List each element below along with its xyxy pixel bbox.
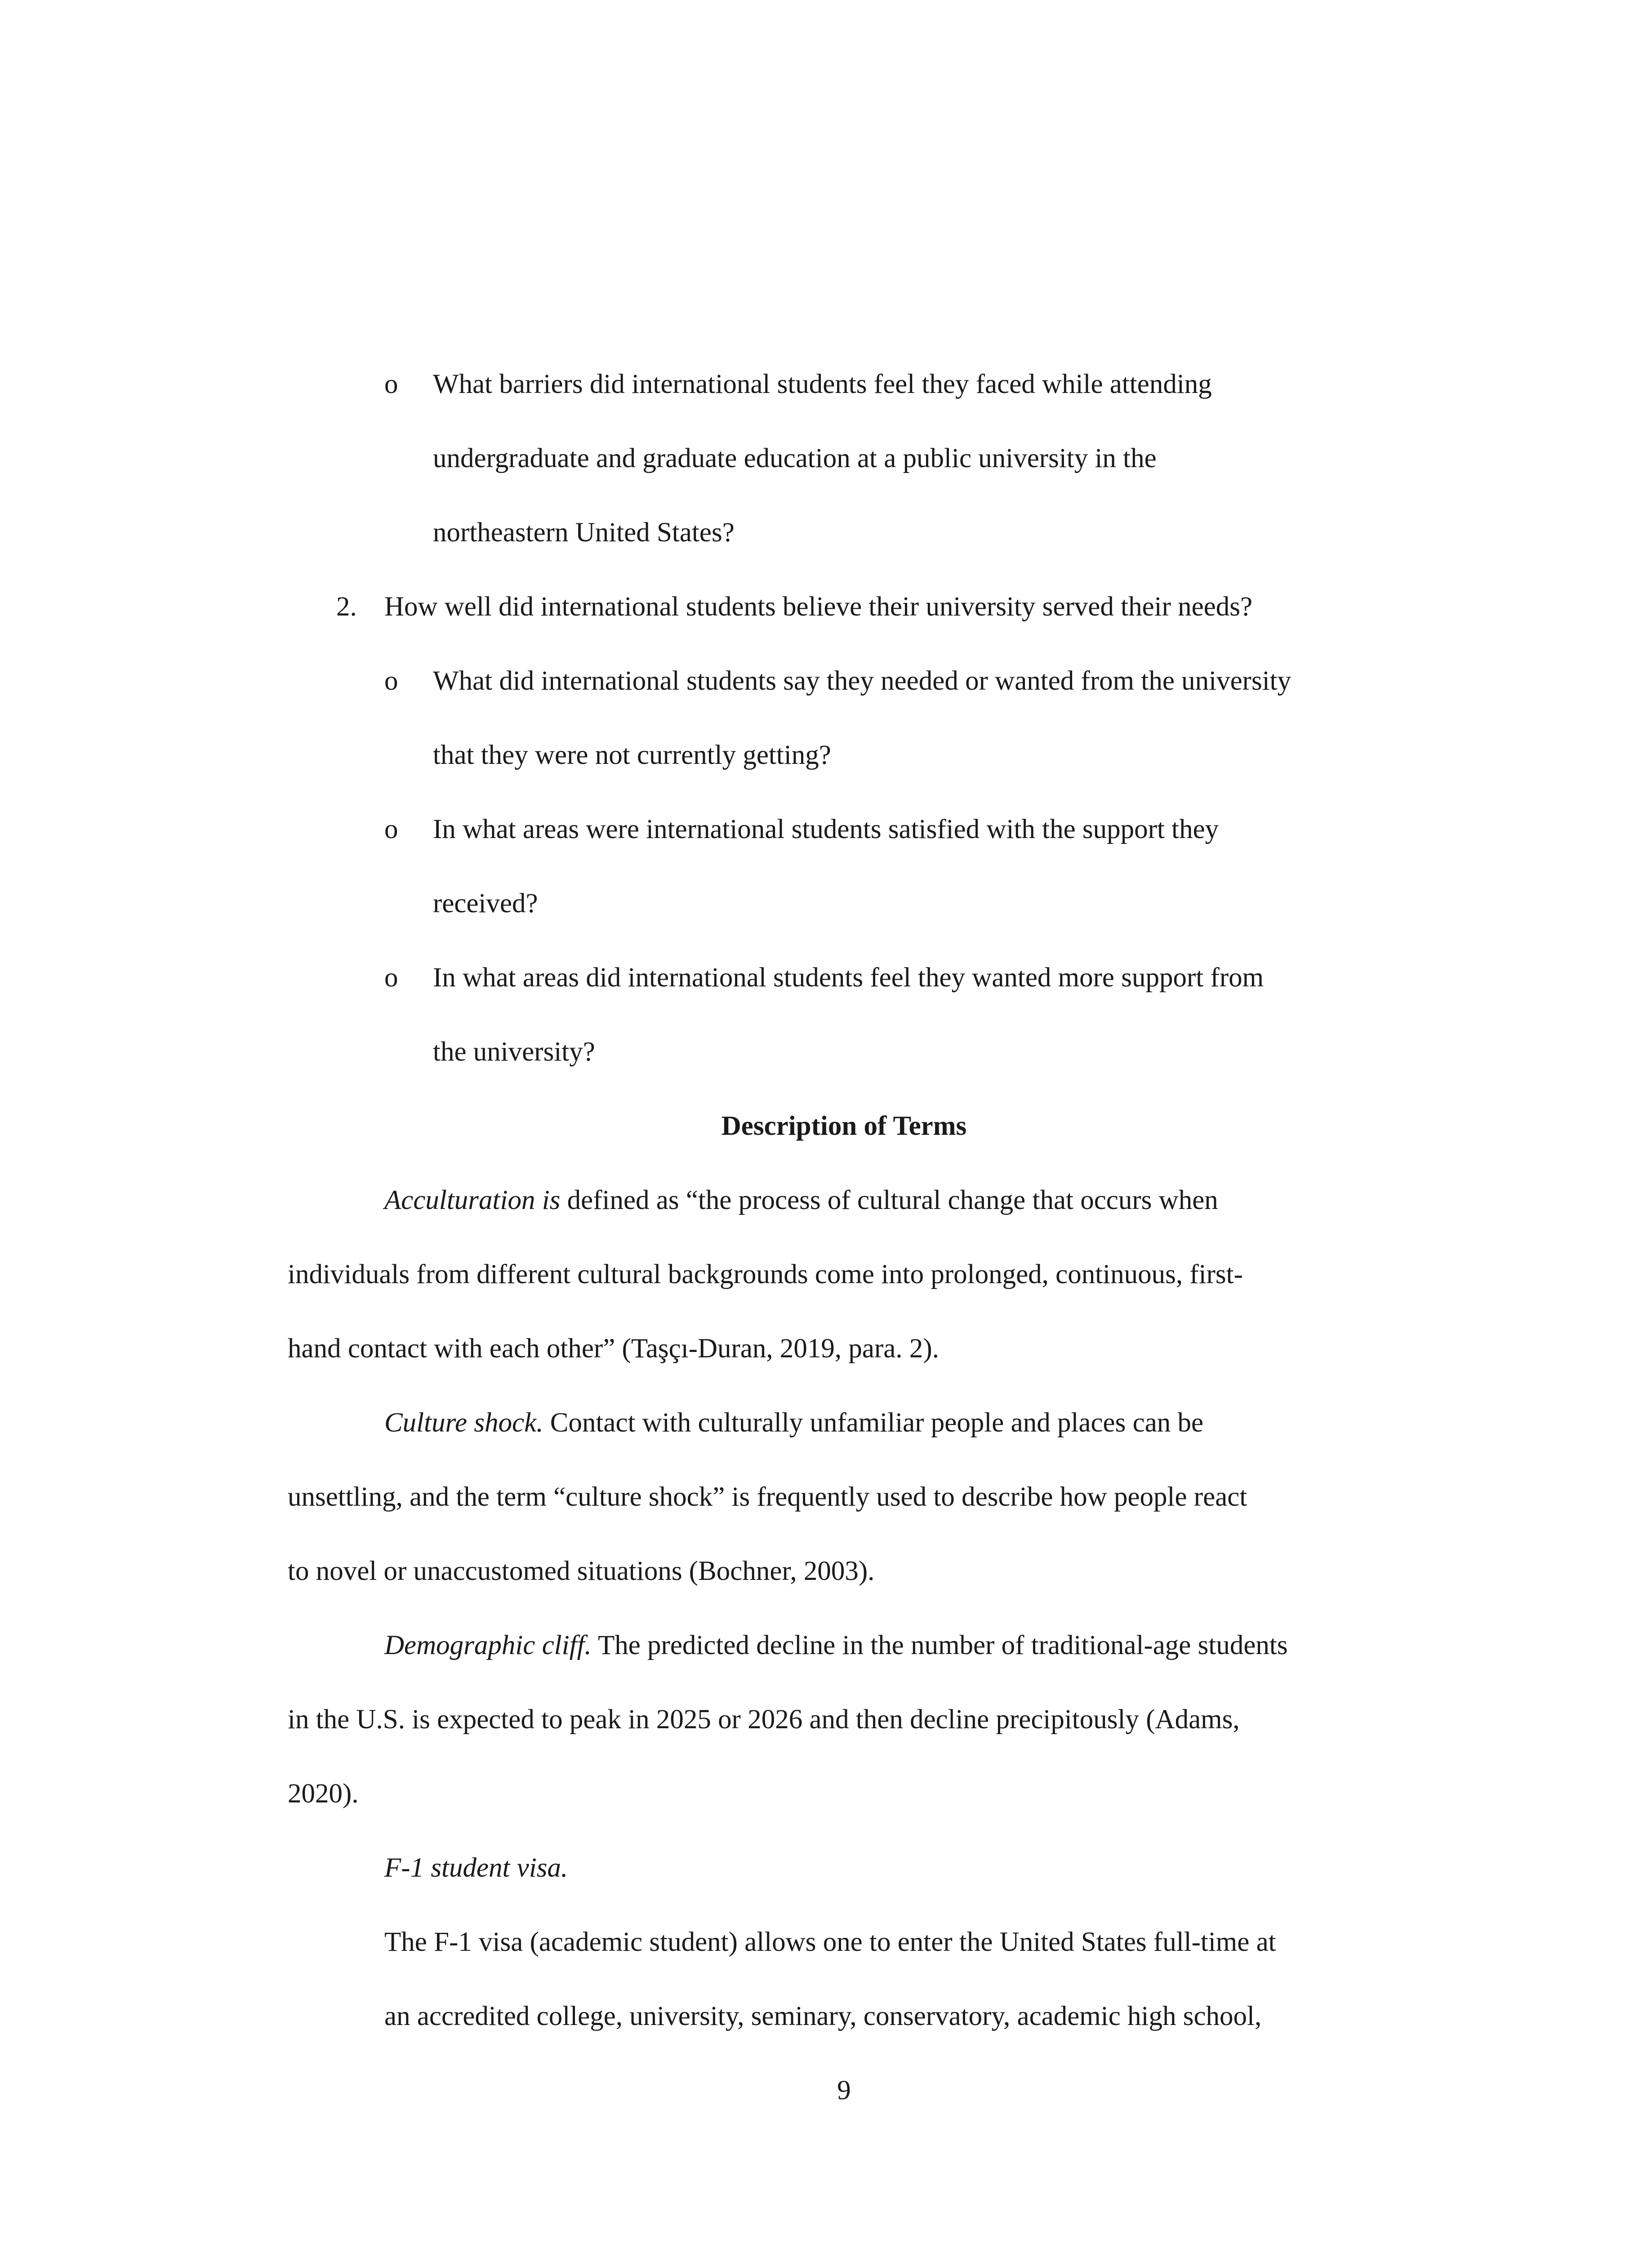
list-item-text: What barriers did international students feel they faced while attending bbox=[433, 369, 1212, 399]
research-question: How well did international students believe their university served their needs? bbox=[384, 592, 1253, 622]
list-item-text: that they were not currently getting? bbox=[433, 740, 831, 770]
term-name: Demographic cliff. bbox=[384, 1630, 592, 1660]
term-definition: The predicted decline in the number of traditional-age students bbox=[591, 1630, 1288, 1660]
term-name: F-1 student visa. bbox=[384, 1853, 568, 1883]
section-heading: Description of Terms bbox=[721, 1111, 967, 1141]
term-paragraph bbox=[384, 1405, 1203, 1441]
list-item-text: What did international students say they needed or wanted from the university bbox=[433, 666, 1291, 696]
term-definition-line: in the U.S. is expected to peak in 2025 or 2026 and then decline precipitously (Adams, bbox=[288, 1704, 1240, 1735]
term-definition-line: individuals from different cultural backgrounds come into prolonged, continuous, first- bbox=[288, 1259, 1243, 1289]
list-bullet: o bbox=[384, 666, 398, 696]
list-bullet: o bbox=[384, 963, 398, 993]
list-number: 2. bbox=[336, 592, 357, 622]
list-item-text: the university? bbox=[433, 1037, 595, 1067]
list-item-text: In what areas did international students feel they wanted more support from bbox=[433, 963, 1264, 993]
term-definition-line: 2020). bbox=[288, 1779, 359, 1809]
list-item-text: undergraduate and graduate education at a public university in the bbox=[433, 443, 1157, 473]
term-name: Acculturation is bbox=[384, 1185, 561, 1215]
term-definition-line: an accredited college, university, seminary, conservatory, academic high school, bbox=[384, 2001, 1262, 2031]
term-definition-line: The F-1 visa (academic student) allows one to enter the United States full-time at bbox=[384, 1927, 1276, 1957]
term-definition: Contact with culturally unfamiliar people and places can be bbox=[543, 1408, 1204, 1438]
term-paragraph bbox=[384, 1182, 1218, 1218]
term-definition-line: unsettling, and the term “culture shock” is frequently used to describe how people react bbox=[288, 1482, 1247, 1512]
list-bullet: o bbox=[384, 369, 398, 399]
list-item-text: northeastern United States? bbox=[433, 517, 735, 548]
term-definition: defined as “the process of cultural change that occurs when bbox=[560, 1185, 1218, 1215]
term-paragraph bbox=[384, 1628, 1288, 1664]
term-name: Culture shock. bbox=[384, 1408, 543, 1438]
list-bullet: o bbox=[384, 814, 398, 844]
list-item-text: In what areas were international students satisfied with the support they bbox=[433, 814, 1219, 844]
list-item-text: received? bbox=[433, 888, 538, 919]
term-definition-line: to novel or unaccustomed situations (Bochner, 2003). bbox=[288, 1556, 875, 1586]
term-definition-line: hand contact with each other” (Taşçı-Duran, 2019, para. 2). bbox=[288, 1334, 939, 1364]
page-number: 9 bbox=[837, 2075, 851, 2105]
